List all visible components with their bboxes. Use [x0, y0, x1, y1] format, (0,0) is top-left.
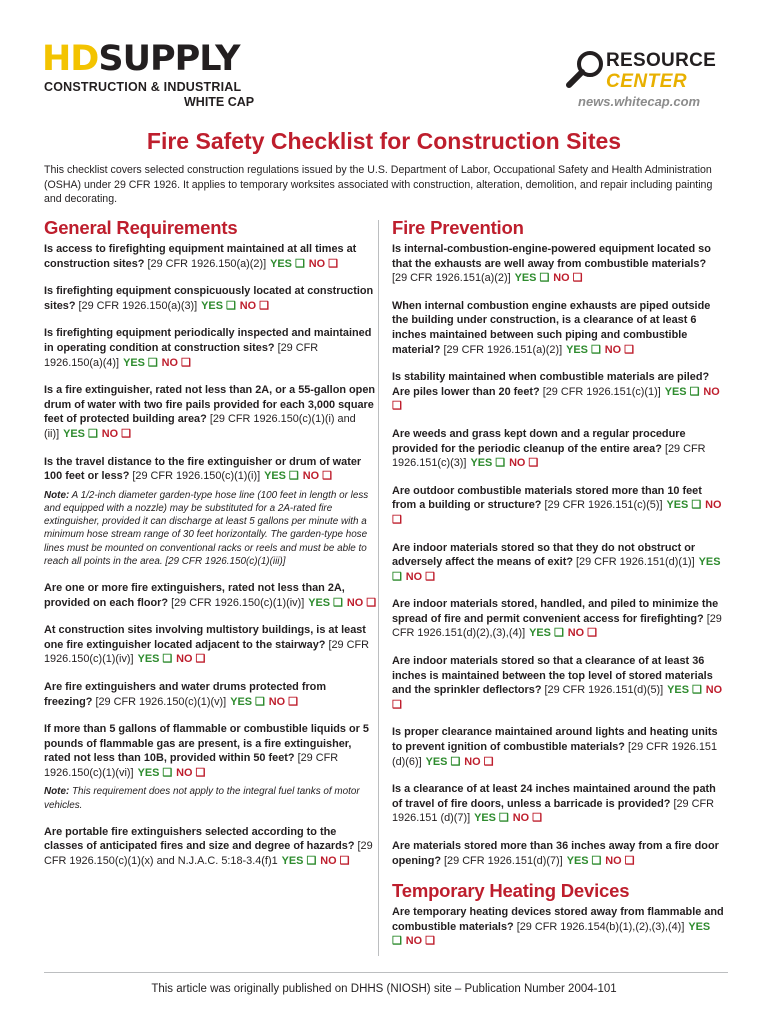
checklist-item: Is stability maintained when combustible materials are piled? Are piles lower than 20 feet? [29 CFR 1926.151(c)(1)] YES ❑ NO ❑	[392, 371, 720, 413]
footer-divider	[44, 972, 728, 973]
no-checkbox[interactable]: NO ❑	[346, 596, 376, 609]
yes-checkbox[interactable]: YES ❑	[281, 855, 317, 868]
yes-checkbox[interactable]: YES ❑	[425, 755, 461, 768]
checklist-item: Are temporary heating devices stored away from flammable and combustible materials? [29 CFR 1926.154(b)(1),(2),(3),(4)] YES ❑ NO ❑	[392, 906, 724, 948]
no-checkbox[interactable]: NO ❑	[392, 499, 722, 526]
checklist-item: Are outdoor combustible materials stored more than 10 feet from a building or structure? [29 CFR 1926.151(c)(5)] YES ❑ NO ❑	[392, 484, 722, 526]
page-title: Fire Safety Checklist for Construction Sites	[146, 128, 622, 154]
note-text: Note: This requirement does not apply to the integral fuel tanks of motor vehicles.	[44, 786, 360, 811]
logo-subtitle-2: WHITE CAP	[184, 95, 255, 109]
no-checkbox[interactable]: NO ❑	[509, 457, 539, 470]
checklist-item: Are portable fire extinguishers selected according to the classes of anticipated fires and size and degree of hazards? [29 CFR 1926.150(c)(1)(x) and N.J.A.C. 5:18-3.4(f)1 YES ❑ NO ❑	[44, 825, 373, 868]
checklist-item: If more than 5 gallons of flammable or combustible liquids or 5 pounds of flammable gas are present, is a fire extinguisher, rated not less than 10B, provided within 50 feet? [29 CFR 1926.150(c)(1)(vi)] YES ❑ NO ❑	[44, 723, 369, 779]
intro-paragraph: This checklist covers selected construction regulations issued by the U.S. Department of Labor, Occupational Safety and Health Administration (OSHA) under 29 CFR 1926. It applies to temporary worksites associated with construction, alteration, demolition, and repair including painting and decorating.	[44, 164, 713, 205]
no-checkbox[interactable]: NO ❑	[308, 257, 338, 270]
no-checkbox[interactable]: NO ❑	[101, 427, 131, 440]
no-checkbox[interactable]: NO ❑	[604, 343, 634, 356]
checklist-item: Are one or more fire extinguishers, rated not less than 2A, provided on each floor? [29 CFR 1926.150(c)(1)(iv)] YES ❑ NO ❑	[44, 581, 376, 609]
yes-checkbox[interactable]: YES ❑	[230, 695, 265, 708]
yes-checkbox[interactable]: YES ❑	[264, 470, 299, 483]
footer-text: This article was originally published on DHHS (NIOSH) site – Publication Number 2004-101	[151, 983, 617, 995]
page-header	[0, 0, 768, 120]
checklist-item: Is proper clearance maintained around lights and heating units to prevent ignition of combustible materials? [29 CFR 1926.151 (d)(6)] YES ❑ NO ❑	[392, 726, 718, 768]
checklist-item: Is internal-combustion-engine-powered equipment located so that the exhausts are well away from combustible materials? [29 CFR 1926.151(a)(2)] YES ❑ NO ❑	[392, 243, 711, 285]
yes-checkbox[interactable]: YES ❑	[664, 385, 700, 398]
no-checkbox[interactable]: NO ❑	[512, 812, 542, 825]
no-checkbox[interactable]: NO ❑	[302, 470, 332, 483]
checklist-item: At construction sites involving multistory buildings, is at least one fire extinguisher located adjacent to the stairway? [29 CFR 1926.150(c)(1)(iv)] YES ❑ NO ❑	[44, 624, 370, 666]
resource-center-title: RESOURCE	[606, 50, 717, 71]
no-checkbox[interactable]: NO ❑	[405, 570, 435, 583]
checklist-item: Is firefighting equipment conspicuously located at construction sites? [29 CFR 1926.150(a)(3)] YES ❑ NO ❑	[44, 285, 374, 312]
no-checkbox[interactable]: NO ❑	[176, 766, 206, 779]
yes-checkbox[interactable]: YES ❑	[529, 627, 564, 640]
yes-checkbox[interactable]: YES ❑	[308, 596, 343, 609]
no-checkbox[interactable]: NO ❑	[176, 653, 206, 666]
logo-hd-text: HD	[42, 39, 99, 79]
section-heading-temporary-heating: Temporary Heating Devices	[392, 880, 630, 902]
checklist-item: Are indoor materials stored, handled, and piled to minimize the spread of fire and permit convenient access for firefighting? [29 CFR 1926.151(d)(2),(3),(4)] YES ❑ NO ❑	[392, 598, 722, 640]
no-checkbox[interactable]: NO ❑	[464, 755, 494, 768]
checklist-item: Is the travel distance to the fire extinguisher or drum of water 100 feet or less? [29 CFR 1926.150(c)(1)(i)] YES ❑ NO ❑	[44, 455, 362, 483]
yes-checkbox[interactable]: YES ❑	[474, 812, 509, 825]
no-checkbox[interactable]: NO ❑	[268, 695, 298, 708]
yes-checkbox[interactable]: YES ❑	[470, 457, 506, 470]
yes-checkbox[interactable]: YES ❑	[514, 272, 550, 285]
checklist-item: Are fire extinguishers and water drums protected from freezing? [29 CFR 1926.150(c)(1)(v)] YES ❑ NO ❑	[44, 680, 327, 708]
logo-supply-text: SUPPLY	[98, 39, 240, 79]
general-requirements-column	[44, 218, 376, 882]
note-text: Note: A 1/2-inch diameter garden-type hose line (100 feet in length or less and equipped with a nozzle) may be substituted for a 2A-rated fire extinguisher, provided it can discharge at least 5 gallons per minute with a minimum hose stream range of 30 feet horizontally. The garden-type hose lines must be mounted on conventional racks or reels and must be able to reach all points in the area. [29 CFR 1926.150(c)(1)(iii)]	[44, 489, 369, 567]
checklist-item: Is a clearance of at least 24 inches maintained around the path of travel of fire doors, unless a barricade is provided? [29 CFR 1926.151 (d)(7)] YES ❑ NO ❑	[392, 783, 716, 825]
yes-checkbox[interactable]: YES ❑	[137, 766, 173, 779]
fire-prevention-column	[392, 218, 724, 962]
no-checkbox[interactable]: NO ❑	[405, 935, 435, 948]
checklist-item: Are indoor materials stored so that they do not obstruct or adversely affect the means of exit? [29 CFR 1926.151(d)(1)] YES ❑ NO ❑	[392, 541, 721, 583]
checklist-item: Is a fire extinguisher, rated not less than 2A, or a 55-gallon open drum of water with two fire pails provided for each 3,000 square feet of protected building area? [29 CFR 1926.150(c)(1)(i) and (ii)] YES ❑ NO ❑	[44, 384, 376, 440]
no-checkbox[interactable]: NO ❑	[605, 854, 635, 867]
no-checkbox[interactable]: NO ❑	[239, 299, 269, 312]
yes-checkbox[interactable]: YES ❑	[63, 427, 98, 440]
checklist-item: When internal combustion engine exhausts are piped outside the building under construction, is a clearance of at least 6 inches maintained between such piping and combustible material? [29 CFR 1926.151(a)(2)] YES ❑ NO ❑	[392, 299, 711, 356]
yes-checkbox[interactable]: YES ❑	[137, 653, 173, 666]
yes-checkbox[interactable]: YES ❑	[566, 343, 601, 356]
resource-center-subtitle: CENTER	[606, 71, 688, 92]
yes-checkbox[interactable]: YES ❑	[667, 684, 702, 697]
checklist-item: Are indoor materials stored so that a clearance of at least 36 inches is maintained between the top level of stored materials and the sprinkler deflectors? [29 CFR 1926.151(d)(5)] YES ❑ NO ❑	[392, 655, 723, 711]
no-checkbox[interactable]: NO ❑	[567, 627, 597, 640]
yes-checkbox[interactable]: YES ❑	[666, 499, 702, 512]
yes-checkbox[interactable]: YES ❑	[392, 556, 721, 583]
yes-checkbox[interactable]: YES ❑	[201, 299, 236, 312]
hd-supply-logo	[42, 40, 240, 78]
no-checkbox[interactable]: NO ❑	[320, 855, 350, 868]
no-checkbox[interactable]: NO ❑	[392, 385, 720, 413]
no-checkbox[interactable]: NO ❑	[392, 684, 723, 711]
yes-checkbox[interactable]: YES ❑	[123, 356, 158, 369]
logo-subtitle: CONSTRUCTION & INDUSTRIAL	[44, 80, 242, 94]
checklist-item: Are weeds and grass kept down and a regular procedure provided for the periodic cleanup of the entire area? [29 CFR 1926.151(c)(3)] YES ❑ NO ❑	[392, 427, 706, 470]
resource-center-url[interactable]: news.whitecap.com	[578, 94, 701, 109]
checklist-item: Is access to firefighting equipment maintained at all times at construction sites? [29 CFR 1926.150(a)(2)] YES ❑ NO ❑	[44, 243, 357, 270]
section-heading-general: General Requirements	[44, 217, 238, 238]
magnifier-icon	[564, 48, 608, 92]
checklist-item: Are materials stored more than 36 inches away from a fire door opening? [29 CFR 1926.151(d)(7)] YES ❑ NO ❑	[392, 840, 719, 867]
no-checkbox[interactable]: NO ❑	[161, 356, 191, 369]
yes-checkbox[interactable]: YES ❑	[270, 257, 305, 270]
no-checkbox[interactable]: NO ❑	[553, 272, 583, 285]
checklist-item: Is firefighting equipment periodically inspected and maintained in operating condition at construction sites? [29 CFR 1926.150(a)(4)] YES ❑ NO ❑	[44, 327, 372, 369]
column-divider	[378, 220, 379, 956]
section-heading-fire-prevention: Fire Prevention	[392, 217, 524, 238]
yes-checkbox[interactable]: YES ❑	[566, 854, 602, 867]
yes-checkbox[interactable]: YES ❑	[392, 920, 711, 948]
